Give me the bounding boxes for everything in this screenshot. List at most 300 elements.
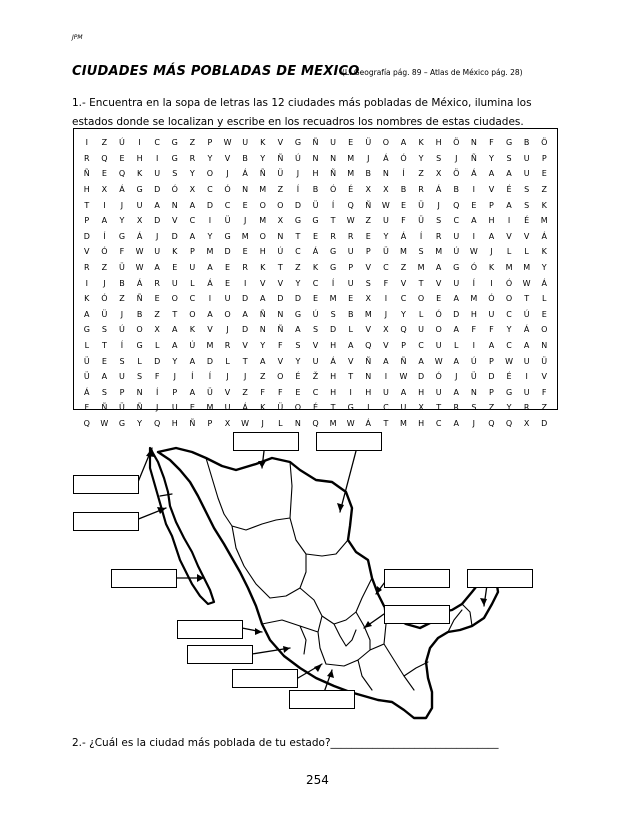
word-search-letter[interactable]: J: [296, 169, 300, 179]
word-search-letter[interactable]: S: [312, 325, 319, 335]
word-search-letter[interactable]: F: [278, 341, 283, 351]
word-search-letter[interactable]: F: [401, 216, 406, 226]
word-search-letter[interactable]: U: [347, 278, 354, 288]
word-search-letter[interactable]: Y: [207, 231, 213, 241]
word-search-letter[interactable]: M: [329, 418, 337, 428]
word-search-letter[interactable]: Á: [541, 278, 547, 288]
word-search-letter[interactable]: J: [120, 309, 124, 319]
word-search-letter[interactable]: G: [312, 216, 319, 226]
word-search-letter[interactable]: A: [488, 341, 495, 351]
word-search-letter[interactable]: H: [83, 185, 90, 195]
word-search-letter[interactable]: X: [383, 325, 389, 335]
word-search-letter[interactable]: M: [206, 247, 214, 257]
word-search-letter[interactable]: E: [101, 356, 107, 366]
word-search-letter[interactable]: A: [506, 169, 512, 179]
word-search-letter[interactable]: L: [225, 356, 230, 366]
word-search-letter[interactable]: C: [400, 294, 407, 304]
word-search-letter[interactable]: X: [523, 418, 530, 428]
word-search-letter[interactable]: C: [453, 216, 460, 226]
word-search-letter[interactable]: L: [418, 309, 424, 319]
word-search-letter[interactable]: S: [524, 200, 530, 210]
word-search-letter[interactable]: Ü: [277, 169, 284, 179]
word-search-letter[interactable]: E: [154, 294, 160, 304]
word-search-letter[interactable]: A: [189, 200, 196, 210]
city-answer-box-1[interactable]: [233, 432, 299, 451]
word-search-letter[interactable]: L: [506, 247, 512, 257]
word-search-letter[interactable]: H: [330, 341, 337, 351]
word-search-letter[interactable]: T: [295, 231, 301, 241]
word-search-letter[interactable]: W: [399, 372, 408, 382]
word-search-letter[interactable]: M: [540, 216, 548, 226]
word-search-letter[interactable]: U: [382, 216, 389, 226]
word-search-letter[interactable]: A: [207, 309, 213, 319]
word-search-letter[interactable]: M: [259, 185, 267, 195]
word-search-letter[interactable]: O: [277, 200, 284, 210]
word-search-letter[interactable]: I: [384, 372, 388, 382]
word-search-letter[interactable]: P: [84, 216, 90, 226]
word-search-letter[interactable]: N: [330, 153, 337, 163]
word-search-letter[interactable]: Ú: [119, 138, 125, 148]
word-search-letter[interactable]: X: [365, 294, 372, 304]
word-search-letter[interactable]: É: [506, 185, 512, 195]
word-search-letter[interactable]: L: [348, 325, 353, 335]
word-search-letter[interactable]: U: [435, 387, 442, 397]
word-search-letter[interactable]: P: [489, 356, 494, 366]
word-search-letter[interactable]: A: [453, 325, 459, 335]
word-search-letter[interactable]: Q: [118, 169, 126, 179]
word-search-letter[interactable]: Ú: [294, 153, 301, 163]
word-search-letter[interactable]: P: [541, 153, 547, 163]
word-search-letter[interactable]: Z: [154, 309, 160, 319]
word-search-letter[interactable]: Í: [419, 231, 423, 241]
word-search-letter[interactable]: U: [171, 278, 178, 288]
word-search-letter[interactable]: H: [418, 387, 425, 397]
word-search-letter[interactable]: W: [135, 247, 144, 257]
word-search-letter[interactable]: T: [330, 403, 336, 413]
word-search-letter[interactable]: O: [224, 309, 231, 319]
word-search-letter[interactable]: O: [171, 294, 178, 304]
word-search-letter[interactable]: I: [243, 278, 247, 288]
word-search-letter[interactable]: R: [418, 185, 424, 195]
word-search-letter[interactable]: E: [172, 263, 178, 273]
word-search-letter[interactable]: K: [541, 247, 547, 257]
word-search-letter[interactable]: C: [295, 247, 301, 257]
word-search-letter[interactable]: Y: [383, 231, 389, 241]
word-search-letter[interactable]: Ú: [523, 309, 530, 319]
word-search-letter[interactable]: Z: [119, 294, 125, 304]
word-search-letter[interactable]: Ñ: [136, 403, 143, 413]
word-search-letter[interactable]: Ñ: [259, 169, 266, 179]
word-search-letter[interactable]: O: [435, 325, 442, 335]
word-search-letter[interactable]: E: [471, 200, 477, 210]
word-search-letter[interactable]: V: [259, 278, 266, 288]
word-search-letter[interactable]: Z: [277, 185, 284, 195]
word-search-letter[interactable]: Á: [541, 231, 547, 241]
word-search-letter[interactable]: E: [189, 403, 195, 413]
word-search-letter[interactable]: A: [189, 356, 196, 366]
word-search-letter[interactable]: S: [418, 247, 424, 257]
word-search-letter[interactable]: Ó: [435, 372, 442, 382]
word-search-letter[interactable]: Ó: [470, 263, 477, 273]
city-answer-box-6[interactable]: [384, 569, 450, 588]
word-search-letter[interactable]: Y: [137, 418, 143, 428]
word-search-letter[interactable]: É: [524, 216, 530, 226]
word-search-letter[interactable]: R: [189, 153, 196, 163]
word-search-letter[interactable]: D: [154, 216, 161, 226]
word-search-letter[interactable]: E: [101, 169, 107, 179]
word-search-letter[interactable]: Ü: [312, 200, 319, 210]
word-search-letter[interactable]: U: [154, 247, 161, 257]
word-search-letter[interactable]: H: [330, 387, 337, 397]
word-search-letter[interactable]: M: [400, 418, 407, 428]
word-search-letter[interactable]: H: [435, 138, 442, 148]
word-search-letter[interactable]: Ö: [453, 169, 460, 179]
word-search-letter[interactable]: K: [260, 138, 266, 148]
word-search-letter[interactable]: Á: [84, 387, 90, 397]
word-search-letter[interactable]: T: [348, 372, 354, 382]
word-search-letter[interactable]: R: [523, 403, 530, 413]
word-search-letter[interactable]: P: [365, 247, 371, 257]
word-search-letter[interactable]: R: [224, 341, 231, 351]
word-search-letter[interactable]: K: [260, 403, 266, 413]
word-search-letter[interactable]: A: [523, 341, 530, 351]
word-search-letter[interactable]: M: [523, 263, 531, 273]
word-search-letter[interactable]: P: [489, 200, 494, 210]
word-search-letter[interactable]: A: [207, 263, 213, 273]
word-search-letter[interactable]: D: [417, 372, 425, 382]
word-search-letter[interactable]: H: [365, 387, 372, 397]
word-search-letter[interactable]: Ú: [189, 341, 196, 351]
word-search-letter[interactable]: L: [84, 341, 90, 351]
word-search-letter[interactable]: Ó: [505, 278, 513, 288]
word-search-letter[interactable]: N: [312, 153, 319, 163]
word-search-letter[interactable]: I: [85, 278, 88, 288]
word-search-letter[interactable]: C: [312, 387, 319, 397]
word-search-letter[interactable]: X: [435, 169, 442, 179]
word-search-letter[interactable]: E: [348, 294, 354, 304]
word-search-letter[interactable]: Ó: [224, 185, 231, 195]
word-search-letter[interactable]: S: [101, 387, 107, 397]
word-search-letter[interactable]: A: [400, 387, 407, 397]
word-search-letter[interactable]: Y: [295, 278, 301, 288]
word-search-letter[interactable]: U: [171, 403, 178, 413]
word-search-letter[interactable]: É: [312, 403, 319, 413]
word-search-letter[interactable]: J: [226, 325, 229, 335]
word-search-letter[interactable]: T: [84, 200, 90, 210]
word-search-letter[interactable]: Í: [208, 372, 212, 382]
word-search-letter[interactable]: Z: [295, 263, 301, 273]
word-search-letter[interactable]: D: [453, 309, 460, 319]
word-search-letter[interactable]: V: [506, 231, 512, 241]
word-search-letter[interactable]: T: [418, 278, 424, 288]
word-search-letter[interactable]: S: [365, 278, 371, 288]
word-search-letter[interactable]: S: [506, 153, 512, 163]
word-search-letter[interactable]: I: [384, 294, 388, 304]
city-answer-box-7[interactable]: [467, 569, 533, 588]
word-search-letter[interactable]: N: [277, 309, 284, 319]
word-search-letter[interactable]: C: [506, 341, 512, 351]
word-search-letter[interactable]: V: [277, 138, 284, 148]
word-search-letter[interactable]: G: [83, 325, 90, 335]
word-search-letter[interactable]: A: [259, 294, 266, 304]
word-search-letter[interactable]: Ó: [329, 185, 337, 195]
word-search-letter[interactable]: Á: [523, 325, 530, 335]
word-search-letter[interactable]: C: [506, 309, 512, 319]
word-search-letter[interactable]: A: [453, 387, 459, 397]
word-search-letter[interactable]: Ü: [83, 356, 90, 366]
word-search-letter[interactable]: O: [259, 200, 266, 210]
word-search-letter[interactable]: U: [488, 309, 495, 319]
word-search-letter[interactable]: N: [470, 387, 477, 397]
word-search-letter[interactable]: T: [330, 216, 336, 226]
word-search-letter[interactable]: S: [330, 309, 336, 319]
word-search-letter[interactable]: N: [382, 169, 389, 179]
word-search-letter[interactable]: A: [172, 325, 178, 335]
word-search-letter[interactable]: Y: [401, 309, 406, 319]
word-search-letter[interactable]: Ñ: [189, 418, 196, 428]
word-search-letter[interactable]: Ö: [453, 138, 460, 148]
word-search-letter[interactable]: O: [136, 325, 143, 335]
word-search-letter[interactable]: S: [295, 341, 301, 351]
word-search-letter[interactable]: M: [259, 216, 267, 226]
word-search-letter[interactable]: C: [435, 418, 442, 428]
word-search-letter[interactable]: D: [154, 185, 161, 195]
word-search-letter[interactable]: Z: [101, 138, 108, 148]
word-search-letter[interactable]: V: [365, 263, 372, 273]
word-search-letter[interactable]: B: [136, 309, 143, 319]
word-search-letter[interactable]: G: [505, 138, 513, 148]
word-search-letter[interactable]: E: [119, 153, 125, 163]
word-search-letter[interactable]: E: [312, 231, 319, 241]
word-search-letter[interactable]: X: [383, 185, 389, 195]
word-search-letter[interactable]: E: [541, 309, 547, 319]
word-search-letter[interactable]: Q: [83, 418, 90, 428]
word-search-letter[interactable]: O: [541, 325, 548, 335]
word-search-letter[interactable]: Ö: [541, 138, 548, 148]
word-search-letter[interactable]: R: [84, 263, 90, 273]
word-search-letter[interactable]: D: [294, 200, 301, 210]
word-search-letter[interactable]: A: [453, 356, 459, 366]
word-search-letter[interactable]: V: [242, 341, 248, 351]
word-search-letter[interactable]: Z: [189, 138, 196, 148]
word-search-letter[interactable]: G: [294, 216, 302, 226]
word-search-letter[interactable]: F: [383, 278, 389, 288]
word-search-letter[interactable]: Q: [365, 341, 372, 351]
word-search-letter[interactable]: H: [136, 153, 143, 163]
word-search-letter[interactable]: K: [84, 294, 90, 304]
word-search-letter[interactable]: Í: [331, 200, 335, 210]
word-search-letter[interactable]: V: [365, 325, 372, 335]
word-search-letter[interactable]: L: [137, 356, 142, 366]
word-search-letter[interactable]: Á: [207, 278, 213, 288]
word-search-letter[interactable]: Á: [312, 247, 319, 257]
word-search-letter[interactable]: V: [400, 278, 407, 288]
word-search-letter[interactable]: Y: [260, 153, 266, 163]
word-search-letter[interactable]: Ü: [470, 372, 477, 382]
word-search-letter[interactable]: W: [346, 216, 355, 226]
word-search-letter[interactable]: Ñ: [330, 169, 337, 179]
word-search-letter[interactable]: Ó: [101, 247, 108, 257]
word-search-letter[interactable]: U: [224, 403, 231, 413]
word-search-letter[interactable]: A: [471, 216, 477, 226]
word-search-letter[interactable]: Í: [155, 387, 159, 397]
word-search-letter[interactable]: D: [206, 356, 214, 366]
word-search-letter[interactable]: J: [490, 247, 493, 257]
word-search-letter[interactable]: J: [455, 153, 458, 163]
word-search-letter[interactable]: T: [101, 341, 107, 351]
word-search-letter[interactable]: W: [346, 418, 355, 428]
word-search-letter[interactable]: E: [295, 387, 301, 397]
word-search-letter[interactable]: U: [136, 200, 143, 210]
word-search-letter[interactable]: E: [225, 278, 231, 288]
word-search-letter[interactable]: G: [294, 309, 302, 319]
word-search-letter[interactable]: M: [435, 247, 443, 257]
word-search-letter[interactable]: U: [418, 325, 424, 335]
word-search-letter[interactable]: T: [277, 263, 283, 273]
word-search-letter[interactable]: I: [138, 138, 141, 148]
word-search-letter[interactable]: O: [189, 309, 196, 319]
word-search-letter[interactable]: Z: [259, 372, 266, 382]
word-search-letter[interactable]: P: [189, 247, 195, 257]
word-search-letter[interactable]: Á: [136, 278, 143, 288]
word-search-letter[interactable]: Ñ: [365, 200, 372, 210]
word-search-letter[interactable]: I: [472, 231, 476, 241]
word-search-letter[interactable]: V: [172, 216, 178, 226]
word-search-letter[interactable]: N: [365, 372, 372, 382]
word-search-letter[interactable]: C: [383, 403, 389, 413]
word-search-letter[interactable]: P: [207, 418, 213, 428]
word-search-letter[interactable]: X: [154, 325, 160, 335]
word-search-letter[interactable]: H: [488, 216, 495, 226]
word-search-letter[interactable]: J: [155, 231, 159, 241]
word-search-letter[interactable]: Ñ: [312, 138, 319, 148]
word-search-letter[interactable]: E: [225, 263, 231, 273]
word-search-letter[interactable]: H: [418, 418, 425, 428]
word-search-letter[interactable]: A: [295, 325, 301, 335]
word-search-letter[interactable]: I: [103, 200, 106, 210]
word-search-letter[interactable]: G: [330, 247, 337, 257]
word-search-letter[interactable]: Y: [172, 356, 178, 366]
word-search-letter[interactable]: I: [85, 138, 88, 148]
word-search-letter[interactable]: L: [190, 278, 195, 288]
word-search-letter[interactable]: I: [208, 294, 212, 304]
word-search-letter[interactable]: H: [470, 309, 477, 319]
word-search-letter[interactable]: U: [312, 356, 319, 366]
word-search-letter[interactable]: B: [242, 153, 248, 163]
word-search-letter[interactable]: J: [243, 372, 247, 382]
word-search-letter[interactable]: Í: [472, 278, 476, 288]
word-search-letter[interactable]: U: [523, 387, 530, 397]
word-search-letter[interactable]: Ó: [435, 309, 442, 319]
word-search-letter[interactable]: M: [206, 403, 214, 413]
word-search-letter[interactable]: K: [260, 263, 266, 273]
word-search-letter[interactable]: E: [312, 294, 319, 304]
word-search-letter[interactable]: P: [348, 263, 354, 273]
word-search-letter[interactable]: K: [312, 263, 319, 273]
word-search-letter[interactable]: O: [382, 138, 390, 148]
word-search-letter[interactable]: Á: [119, 185, 125, 195]
word-search-letter[interactable]: R: [435, 231, 442, 241]
word-search-letter[interactable]: M: [329, 294, 337, 304]
word-search-letter[interactable]: I: [507, 216, 511, 226]
word-search-letter[interactable]: Ñ: [277, 325, 284, 335]
word-search-letter[interactable]: Y: [207, 153, 213, 163]
word-search-letter[interactable]: Z: [541, 403, 547, 413]
word-search-letter[interactable]: C: [418, 341, 424, 351]
word-search-letter[interactable]: I: [367, 403, 370, 413]
word-search-letter[interactable]: Ú: [453, 247, 460, 257]
word-search-letter[interactable]: U: [224, 294, 231, 304]
word-search-letter[interactable]: V: [523, 231, 530, 241]
word-search-letter[interactable]: Q: [488, 418, 495, 428]
word-search-letter[interactable]: C: [224, 200, 231, 210]
word-search-letter[interactable]: F: [154, 372, 160, 382]
word-search-letter[interactable]: B: [523, 138, 530, 148]
word-search-letter[interactable]: Ü: [207, 387, 213, 397]
word-search-letter[interactable]: W: [434, 356, 443, 366]
word-search-letter[interactable]: Ó: [171, 185, 178, 195]
word-search-letter[interactable]: A: [453, 418, 459, 428]
word-search-letter[interactable]: Ú: [470, 356, 477, 366]
word-search-letter[interactable]: D: [277, 294, 284, 304]
word-search-letter[interactable]: X: [189, 185, 196, 195]
word-search-letter[interactable]: F: [84, 403, 90, 413]
word-search-letter[interactable]: G: [171, 138, 178, 148]
city-answer-box-10[interactable]: [187, 645, 253, 664]
word-search-letter[interactable]: J: [367, 153, 370, 163]
word-search-letter[interactable]: G: [330, 263, 337, 273]
word-search-letter[interactable]: É: [295, 372, 301, 382]
word-search-letter[interactable]: W: [241, 418, 250, 428]
word-search-letter[interactable]: U: [242, 138, 249, 148]
word-search-letter[interactable]: A: [154, 263, 160, 273]
word-search-letter[interactable]: M: [364, 309, 372, 319]
word-search-letter[interactable]: D: [171, 231, 178, 241]
word-search-letter[interactable]: J: [226, 169, 229, 179]
word-search-letter[interactable]: L: [454, 341, 459, 351]
word-search-letter[interactable]: É: [506, 372, 512, 382]
word-search-letter[interactable]: G: [136, 185, 143, 195]
word-search-letter[interactable]: L: [524, 247, 529, 257]
word-search-letter[interactable]: U: [523, 356, 530, 366]
word-search-letter[interactable]: P: [207, 138, 213, 148]
word-search-letter[interactable]: E: [348, 138, 354, 148]
word-search-letter[interactable]: A: [172, 341, 178, 351]
word-search-letter[interactable]: D: [242, 325, 249, 335]
word-search-letter[interactable]: J: [173, 372, 176, 382]
word-search-letter[interactable]: U: [119, 372, 125, 382]
word-search-letter[interactable]: G: [224, 231, 231, 241]
word-search-letter[interactable]: D: [83, 231, 90, 241]
question-2[interactable]: 2.- ¿Cuál es la ciudad más poblada de tu estado?________________________________: [72, 737, 499, 749]
word-search-letter[interactable]: G: [118, 231, 126, 241]
word-search-letter[interactable]: Z: [541, 185, 547, 195]
word-search-letter[interactable]: W: [381, 200, 390, 210]
city-answer-box-12[interactable]: [289, 690, 355, 709]
word-search-letter[interactable]: V: [207, 325, 213, 335]
word-search-letter[interactable]: R: [347, 231, 354, 241]
word-search-letter[interactable]: H: [171, 418, 178, 428]
word-search-letter[interactable]: Ü: [224, 216, 231, 226]
word-search-letter[interactable]: D: [488, 372, 495, 382]
word-search-letter[interactable]: M: [241, 231, 249, 241]
word-search-letter[interactable]: U: [189, 263, 196, 273]
word-search-letter[interactable]: S: [436, 153, 442, 163]
word-search-letter[interactable]: R: [84, 153, 90, 163]
word-search-letter[interactable]: Á: [365, 418, 372, 428]
word-search-letter[interactable]: O: [505, 294, 513, 304]
word-search-letter[interactable]: M: [417, 263, 425, 273]
